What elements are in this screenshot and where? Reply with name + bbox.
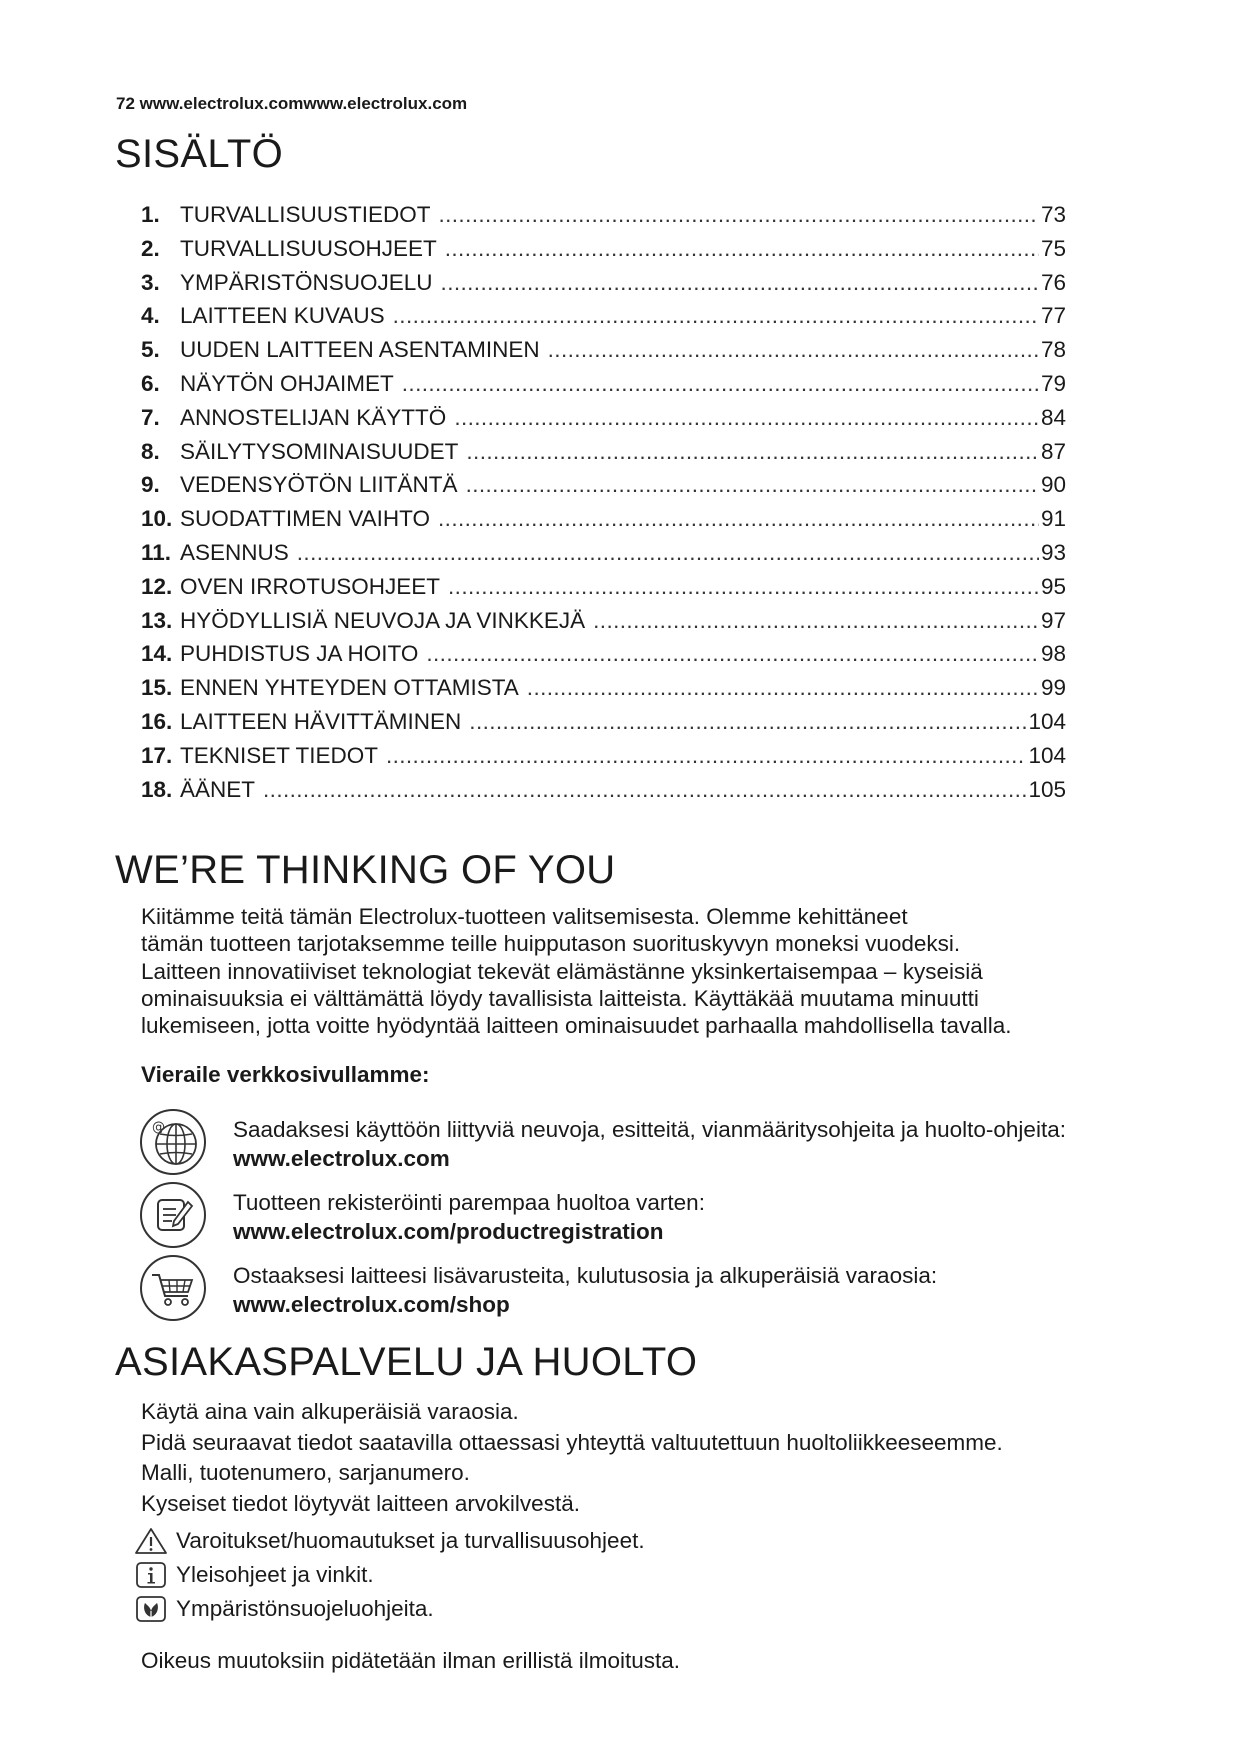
registration-icon [138,1180,208,1250]
toc-item-label: TEKNISET TIEDOT [180,742,378,768]
symbol-environment [134,1595,434,1623]
toc-item-number: 9. [141,472,160,498]
toc-item-label: TURVALLISUUSTIEDOT [180,202,431,227]
toc-item-page: 73 [1040,202,1066,227]
toc-item-number: 18. [141,776,173,802]
toc-item[interactable] [141,608,1066,642]
toc-item-number: 12. [141,573,173,599]
toc-item-number: 2. [141,235,160,261]
toc-item-page: 79 [1040,370,1066,396]
toc-item[interactable] [141,439,1066,473]
toc-item-label: YMPÄRISTÖNSUOJELU [180,269,433,295]
toc-item-page: 75 [1040,235,1066,261]
toc-item-page: 87 [1040,438,1066,464]
web-link-text: Tuotteen rekisteröinti parempaa huoltoa varten: [233,1190,705,1215]
toc-item-page: 104 [1028,742,1066,768]
toc-item[interactable] [141,709,1066,743]
toc-item[interactable] [141,472,1066,506]
toc-item-page: 95 [1040,573,1066,599]
toc-item-number: 16. [141,708,173,734]
service-line: Pidä seuraavat tiedot saatavilla ottaessasi yhteyttä valtuutettuun huoltoliikkeeseemme. [141,1429,1003,1455]
toc-item-label: TURVALLISUUSOHJEET [180,235,437,261]
toc-item[interactable] [141,506,1066,540]
page-number: 72 [116,94,135,113]
toc-item-number: 6. [141,370,160,396]
toc-item-page: 93 [1040,539,1066,565]
toc-item[interactable] [141,574,1066,608]
intro-line: Kiitämme teitä tämän Electrolux-tuotteen valitsemisesta. Olemme kehittäneet [141,904,908,929]
toc-item-page: 84 [1040,404,1066,430]
toc-item-label: SUODATTIMEN VAIHTO [180,506,431,532]
web-link-text: Ostaaksesi laitteesi lisävarusteita, kulutusosia ja alkuperäisiä varaosia: [233,1263,938,1288]
toc-item[interactable] [141,303,1066,337]
toc-item[interactable] [141,675,1066,709]
svg-text:@: @ [152,1120,165,1135]
toc-item[interactable] [141,540,1066,574]
service-title: ASIAKASPALVELU JA HUOLTO [115,1340,698,1384]
web-link-registration [138,1180,1158,1252]
service-line: Malli, tuotenumero, sarjanumero. [141,1460,470,1485]
toc-item-number: 1. [141,202,160,227]
toc-item-label: ANNOSTELIJAN KÄYTTÖ [180,404,447,430]
symbol-info [134,1561,374,1589]
warning-icon [134,1527,168,1555]
toc-item-label: OVEN IRROTUSOHJEET [180,573,441,599]
toc-item-label: UUDEN LAITTEEN ASENTAMINEN [180,337,540,363]
info-icon [134,1561,168,1589]
visit-label: Vieraile verkkosivullamme: [141,1062,430,1087]
toc-item-page: 76 [1040,269,1066,295]
toc-item[interactable] [141,743,1066,777]
toc-item-label: VEDENSYÖTÖN LIITÄNTÄ [180,472,458,498]
toc-item-number: 11. [141,539,172,565]
toc-item-number: 14. [141,641,173,667]
toc-item-page: 91 [1040,506,1066,532]
thinking-title: WE’RE THINKING OF YOU [115,848,616,892]
toc-item-label: ENNEN YHTEYDEN OTTAMISTA [180,675,519,701]
toc-item-page: 105 [1028,776,1066,802]
web-link-url[interactable]: www.electrolux.com/productregistration [233,1219,664,1244]
toc-item-label: PUHDISTUS JA HOITO [180,641,419,667]
toc-item-label: ÄÄNET [180,776,256,802]
toc-item-number: 8. [141,438,160,464]
service-text [141,1397,1003,1519]
toc-item[interactable] [141,236,1066,270]
symbol-text: Ympäristönsuojeluohjeita. [176,1596,434,1621]
symbol-text: Yleisohjeet ja vinkit. [176,1562,374,1587]
disclaimer: Oikeus muutoksiin pidätetään ilman erillistä ilmoitusta. [141,1648,680,1673]
toc-item[interactable] [141,405,1066,439]
thinking-intro [141,903,1151,1039]
table-of-contents [141,202,1066,810]
toc-item-number: 3. [141,269,160,295]
environment-icon [134,1595,168,1623]
toc-item-number: 17. [141,742,173,768]
toc-item-label: ASENNUS [180,539,289,565]
web-link-text: Saadaksesi käyttöön liittyviä neuvoja, esitteitä, vianmääritysohjeita ja huolto-ohjeita: [233,1117,1066,1142]
toc-item-label: LAITTEEN HÄVITTÄMINEN [180,708,462,734]
toc-item-page: 104 [1028,708,1066,734]
web-link-url[interactable]: www.electrolux.com/shop [233,1292,510,1317]
toc-item-number: 10. [141,506,173,532]
toc-item[interactable] [141,777,1066,811]
toc-item[interactable] [141,371,1066,405]
toc-item-number: 5. [141,337,160,363]
toc-item-page: 90 [1040,472,1066,498]
toc-item-page: 97 [1040,607,1066,633]
toc-item-label: HYÖDYLLISIÄ NEUVOJA JA VINKKEJÄ [180,607,586,633]
shopping-cart-icon [138,1253,208,1323]
service-line: Kyseiset tiedot löytyvät laitteen arvokilvestä. [141,1490,580,1516]
page-header [116,94,467,114]
symbol-warning [134,1527,645,1555]
web-link-support [138,1107,1158,1179]
intro-line: tämän tuotteen tarjotaksemme teille huipputason suorituskyvyn moneksi vuodeksi. [141,931,961,957]
toc-item-page: 98 [1040,641,1066,667]
toc-item-label: LAITTEEN KUVAUS [180,303,385,329]
symbol-text: Varoitukset/huomautukset ja turvallisuusohjeet. [176,1528,645,1553]
toc-item-number: 15. [141,675,173,701]
toc-item-number: 4. [141,303,160,329]
toc-item-page: 99 [1040,675,1066,701]
toc-item-number: 13. [141,607,173,633]
header-site[interactable]: www.electrolux.comwww.electrolux.com [139,94,468,113]
web-link-shop [138,1253,1158,1325]
intro-line: lukemiseen, jotta voitte hyödyntää laitteen ominaisuudet parhaalla mahdollisella tavalla. [141,1013,1012,1039]
service-line: Käytä aina vain alkuperäisiä varaosia. [141,1399,519,1424]
toc-item-number: 7. [141,404,160,430]
toc-item[interactable] [141,270,1066,304]
toc-item[interactable] [141,337,1066,371]
web-link-url[interactable]: www.electrolux.com [233,1146,450,1171]
intro-line: ominaisuuksia ei välttämättä löydy tavallisista laitteista. Käyttäkää muutama minuutti [141,985,979,1011]
toc-item[interactable] [141,641,1066,675]
toc-item-page: 77 [1040,303,1066,329]
toc-item[interactable] [141,202,1066,236]
globe-icon [138,1107,208,1177]
toc-item-label: NÄYTÖN OHJAIMET [180,370,394,396]
toc-item-label: SÄILYTYSOMINAISUUDET [180,438,459,464]
intro-line: Laitteen innovatiiviset teknologiat tekevät elämästänne yksinkertaisempaa – kyseisiä [141,958,983,984]
toc-title: SISÄLTÖ [115,132,284,176]
toc-item-page: 78 [1040,337,1066,363]
